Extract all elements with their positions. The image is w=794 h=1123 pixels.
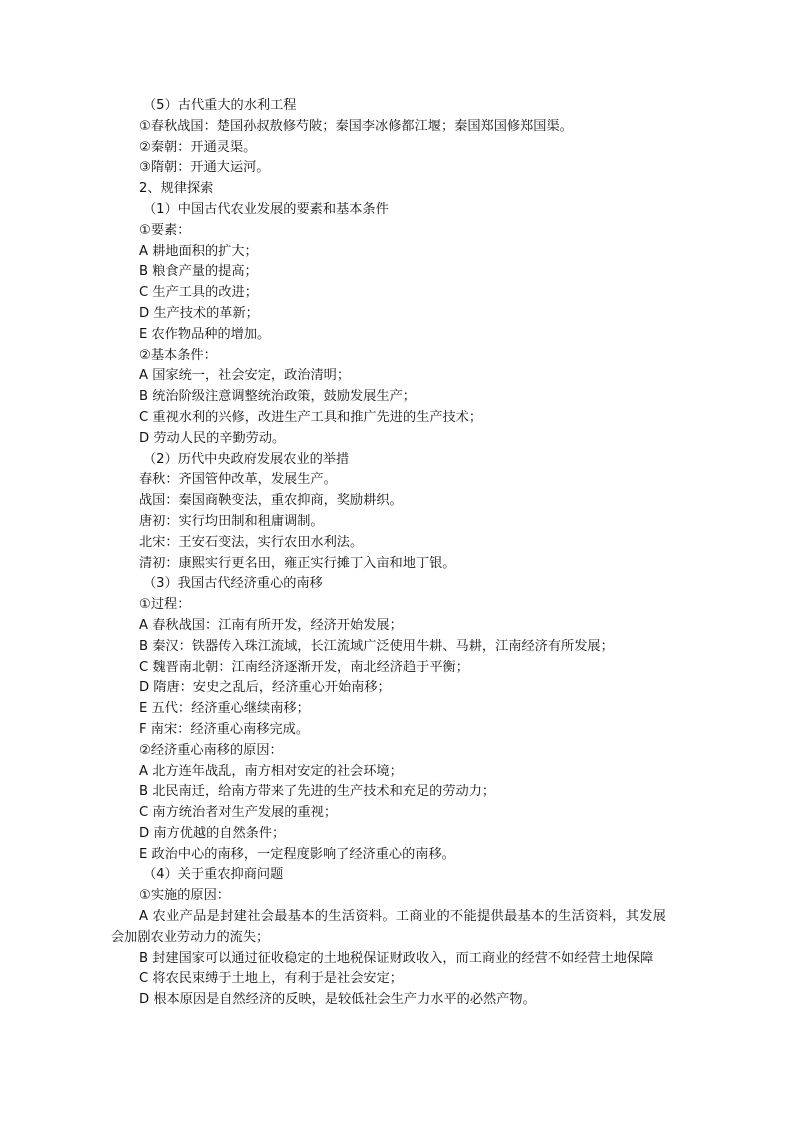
- list-item: C 生产工具的改进；: [139, 285, 258, 301]
- text-line: 战国：秦国商鞅变法，重农抑商，奖励耕织。: [139, 493, 403, 509]
- list-item: D 南方优越的自然条件；: [139, 825, 286, 841]
- text-line: ②秦朝：开通灵渠。: [139, 139, 257, 155]
- text-line: ②经济重心南移的原因：: [139, 742, 283, 758]
- section-heading-patterns: 2、规律探索: [139, 181, 214, 197]
- text-line: 唐初：实行均田制和租庸调制。: [139, 513, 324, 529]
- paragraph: A 农业产品是封建社会最基本的生活资料。工商业的不能提供最基本的生活资料，其发展会加剧农业劳动力的流失；: [111, 909, 666, 945]
- list-item: E 政治中心的南移，一定程度影响了经济重心的南移。: [139, 846, 455, 862]
- list-item: D 隋唐：安史之乱后，经济重心开始南移；: [139, 680, 391, 696]
- text-line: 清初：康熙实行更名田，雍正实行摊丁入亩和地丁银。: [139, 555, 456, 571]
- subsection-heading-economic-shift: （3）我国古代经济重心的南移: [143, 576, 323, 592]
- text-line: ①要素：: [139, 222, 191, 238]
- list-item: C 魏晋南北朝：江南经济逐渐开发，南北经济趋于平衡；: [139, 659, 469, 675]
- list-item: D 根本原因是自然经济的反映，是较低社会生产力水平的必然产物。: [139, 992, 536, 1008]
- list-item: C 重视水利的兴修，改进生产工具和推广先进的生产技术；: [139, 409, 483, 425]
- text-line: ①实施的原因：: [139, 888, 230, 904]
- list-item: F 南宋：经济重心南移完成。: [139, 721, 310, 737]
- list-item: A 耕地面积的扩大；: [139, 243, 258, 259]
- text-line: 北宋：王安石变法，实行农田水利法。: [139, 534, 364, 550]
- text-line: ①春秋战国：楚国孙叔敖修芍陂；秦国李冰修都江堰；秦国郑国修郑国渠。: [139, 118, 573, 134]
- section-heading-water-projects: （5）古代重大的水利工程: [143, 98, 297, 113]
- list-item: B 北民南迁，给南方带来了先进的生产技术和充足的劳动力；: [139, 784, 496, 800]
- list-item: A 春秋战国：江南有所开发，经济开始发展；: [139, 617, 403, 633]
- text-line: ③隋朝：开通大运河。: [139, 160, 270, 176]
- subsection-heading-agriculture-factors: （1）中国古代农业发展的要素和基本条件: [143, 201, 389, 217]
- list-item: C 将农民束缚于土地上，有利于是社会安定；: [139, 971, 403, 987]
- list-item: B 封建国家可以通过征收稳定的土地税保证财政收入，而工商业的经营不如经营土地保障: [139, 950, 654, 966]
- list-item: E 五代：经济重心继续南移；: [139, 701, 310, 717]
- list-item: A 国家统一，社会安定，政治清明；: [139, 368, 351, 384]
- list-item: D 劳动人民的辛勤劳动。: [139, 430, 286, 446]
- list-item: E 农作物品种的增加。: [139, 326, 271, 342]
- text-line: ②基本条件：: [139, 347, 217, 363]
- list-item: A 北方连年战乱，南方相对安定的社会环境；: [139, 763, 403, 779]
- list-item: B 秦汉：铁器传入珠江流域，长江流域广泛使用牛耕、马耕，江南经济有所发展；: [139, 638, 614, 654]
- subsection-heading-agriculture-commerce: （4）关于重农抑商问题: [143, 867, 284, 883]
- subsection-heading-government-measures: （2）历代中央政府发展农业的举措: [143, 451, 350, 467]
- list-item: D 生产技术的革新；: [139, 305, 259, 321]
- text-line: 春秋：齐国管仲改革，发展生产。: [139, 472, 337, 488]
- list-item: C 南方统治者对生产发展的重视；: [139, 805, 338, 821]
- list-item: B 统治阶级注意调整统治政策，鼓励发展生产；: [139, 389, 416, 405]
- document-body: [111, 96, 679, 1011]
- text-line: ①过程：: [139, 597, 191, 613]
- list-item: B 粮食产量的提高；: [139, 264, 258, 280]
